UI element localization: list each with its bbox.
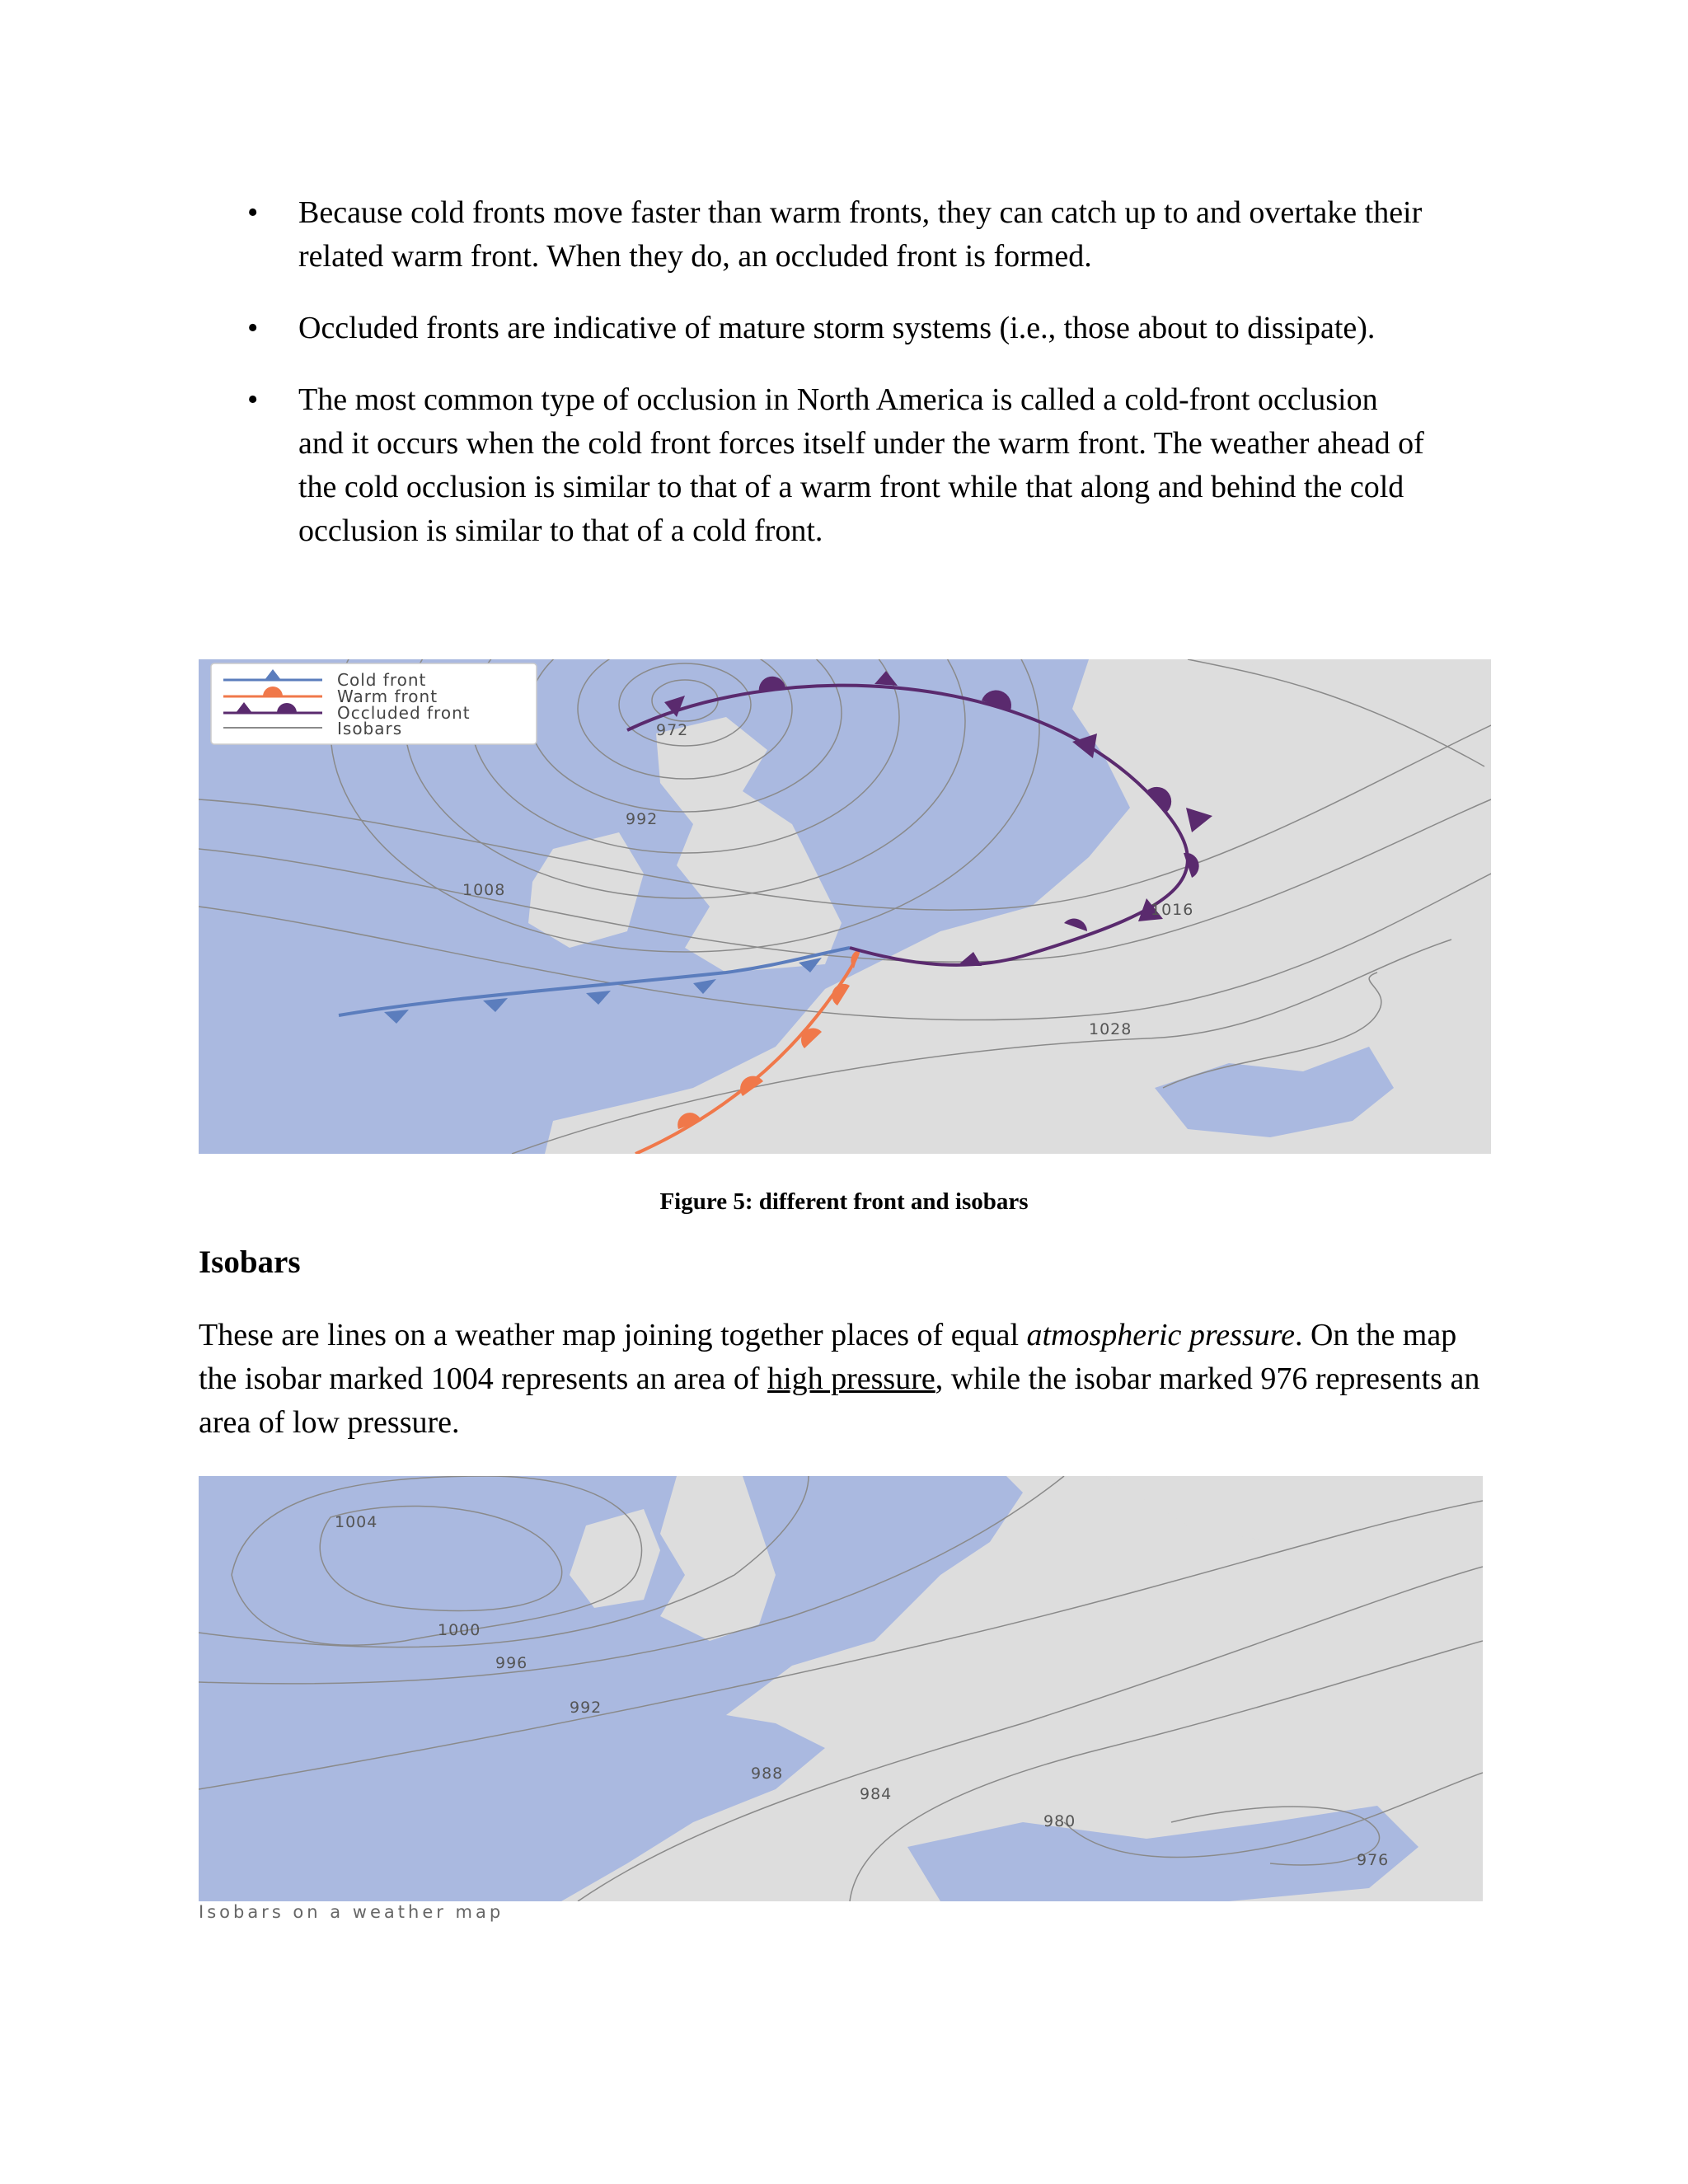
isobars-paragraph	[199, 1314, 1501, 1445]
legend-label: Cold front	[337, 670, 427, 690]
legend-label: Warm front	[337, 687, 438, 706]
isobar-label: 980	[1043, 1812, 1076, 1830]
fronts-weather-map	[199, 659, 1491, 1154]
map-legend	[211, 663, 537, 744]
legend-label: Isobars	[337, 719, 403, 738]
bullet-marker: •	[247, 195, 259, 230]
bullet-text: occlusion is similar to that of a cold front.	[298, 513, 823, 548]
list-item	[198, 378, 1500, 553]
bullet-text: the cold occlusion is similar to that of a warm front while that along and behind the cold	[298, 470, 1404, 504]
isobar-label: 1004	[335, 1513, 378, 1531]
isobar-label: 1016	[1151, 901, 1194, 919]
isobar-label: 984	[860, 1785, 893, 1803]
isobars-map-svg	[199, 1476, 1483, 1901]
fronts-map-svg	[199, 659, 1491, 1154]
list-item	[198, 307, 1500, 350]
para-text: These are lines on a weather map joining together places of equal	[199, 1318, 1027, 1352]
bullet-marker: •	[247, 382, 259, 417]
isobar-label: 992	[626, 810, 659, 828]
isobar-label: 992	[570, 1699, 603, 1717]
isobar-label: 1000	[438, 1621, 481, 1639]
bullet-text: and it occurs when the cold front forces itself under the warm front. The weather ahead of	[298, 426, 1424, 461]
isobar-label: 1008	[462, 881, 506, 899]
map-caption: Isobars on a weather map	[199, 1902, 504, 1922]
bullet-list	[198, 191, 1500, 581]
figure-caption: Figure 5: different front and isobars	[659, 1188, 1029, 1215]
section-heading: Isobars	[199, 1244, 301, 1280]
isobar-label: 976	[1357, 1851, 1390, 1869]
para-underline: high pressure	[767, 1361, 935, 1396]
para-emphasis: atmospheric pressure	[1026, 1318, 1295, 1352]
bullet-text: related warm front. When they do, an occluded front is formed.	[298, 239, 1092, 274]
legend-label: Occluded front	[337, 703, 471, 723]
isobar-label: 988	[751, 1765, 784, 1783]
para-text: . On the map the isobar marked 1004 represents an area of	[199, 1318, 1457, 1396]
bullet-text: The most common type of occlusion in North America is called a cold-front occlusion	[298, 382, 1378, 417]
isobar-label: 972	[656, 721, 689, 739]
isobars-weather-map	[199, 1476, 1483, 1901]
isobar-label: 1028	[1089, 1020, 1132, 1038]
bullet-text: Occluded fronts are indicative of mature storm systems (i.e., those about to dissipate).	[298, 311, 1376, 345]
isobar-label: 996	[495, 1654, 528, 1672]
bullet-marker: •	[247, 311, 259, 345]
list-item	[198, 191, 1500, 279]
para-text: , while the isobar marked 976 represents an area of low pressure.	[199, 1361, 1480, 1440]
bullet-text: Because cold fronts move faster than warm fronts, they can catch up to and overtake their	[298, 195, 1423, 230]
